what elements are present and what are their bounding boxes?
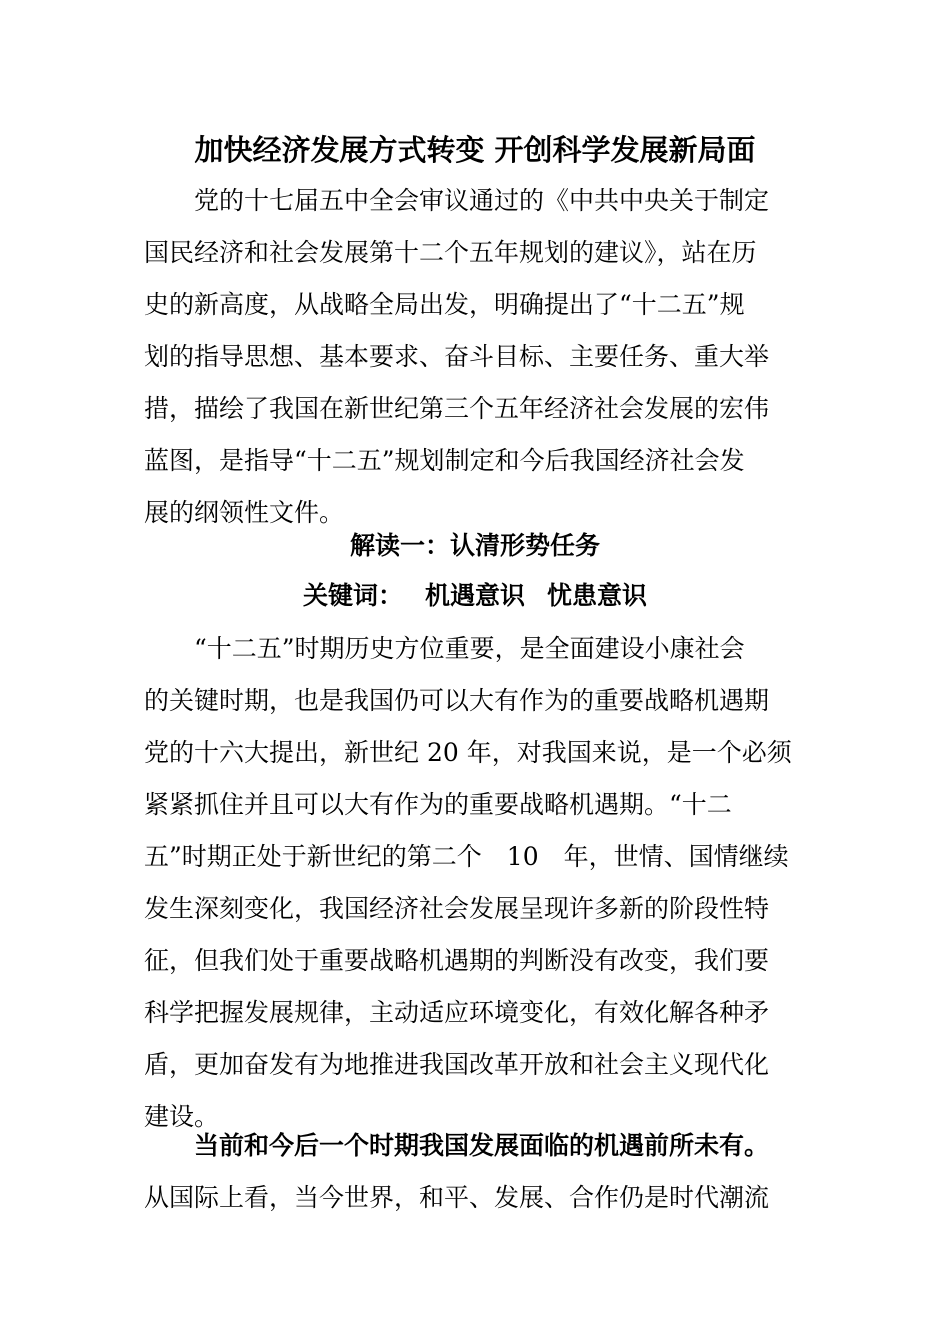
keywords-line — [0, 572, 950, 620]
intro-line: 党的十七届五中全会审议通过的《中共中央关于制定 — [144, 186, 770, 215]
body-line: 党的十六大提出，新世纪 20 年，对我国来说，是一个必须 — [144, 738, 792, 767]
keyword-opportunity: 机遇意识 — [424, 581, 525, 610]
intro-line: 史的新高度，从战略全局出发，明确提出了“十二五”规 — [144, 290, 745, 319]
intro-line: 划的指导思想、基本要求、奋斗目标、主要任务、重大举 — [144, 342, 770, 371]
body-line: 建设。 — [144, 1102, 220, 1131]
body-line: 发生深刻变化，我国经济社会发展呈现许多新的阶段性特 — [144, 894, 770, 923]
bold-sentence: 当前和今后一个时期我国发展面临的机遇前所未有。 — [144, 1131, 770, 1160]
closing-paragraph — [144, 1120, 806, 1224]
body-line: 征，但我们处于重要战略机遇期的判断没有改变，我们要 — [144, 946, 770, 975]
keywords-label: 关键词： — [302, 581, 403, 610]
body-line: 科学把握发展规律，主动适应环境变化，有效化解各种矛 — [144, 998, 770, 1027]
keyword-concern: 忧患意识 — [547, 581, 648, 610]
intro-paragraph — [144, 175, 806, 539]
body-line: 五”时期正处于新世纪的第二个 10 年，世情、国情继续 — [144, 842, 789, 871]
intro-line: 措，描绘了我国在新世纪第三个五年经济社会发展的宏伟 — [144, 394, 770, 423]
intro-line: 展的纲领性文件。 — [144, 498, 345, 527]
intro-line: 蓝图，是指导“十二五”规划制定和今后我国经济社会发 — [144, 446, 745, 475]
body-line: 的关键时期，也是我国仍可以大有作为的重要战略机遇期 — [144, 686, 770, 715]
intro-line: 国民经济和社会发展第十二个五年规划的建议》，站在历 — [144, 238, 757, 267]
document-title: 加快经济发展方式转变 开创科学发展新局面 — [194, 133, 756, 167]
last-line: 从国际上看，当今世界，和平、发展、合作仍是时代潮流 — [144, 1183, 770, 1212]
body-line: 盾，更加奋发有为地推进我国改革开放和社会主义现代化 — [144, 1050, 770, 1079]
body-line: “十二五”时期历史方位重要，是全面建设小康社会 — [144, 634, 745, 663]
section-heading: 解读一：认清形势任务 — [349, 531, 600, 560]
body-line: 紧紧抓住并且可以大有作为的重要战略机遇期。“十二 — [144, 790, 732, 819]
body-paragraph — [144, 623, 806, 1143]
